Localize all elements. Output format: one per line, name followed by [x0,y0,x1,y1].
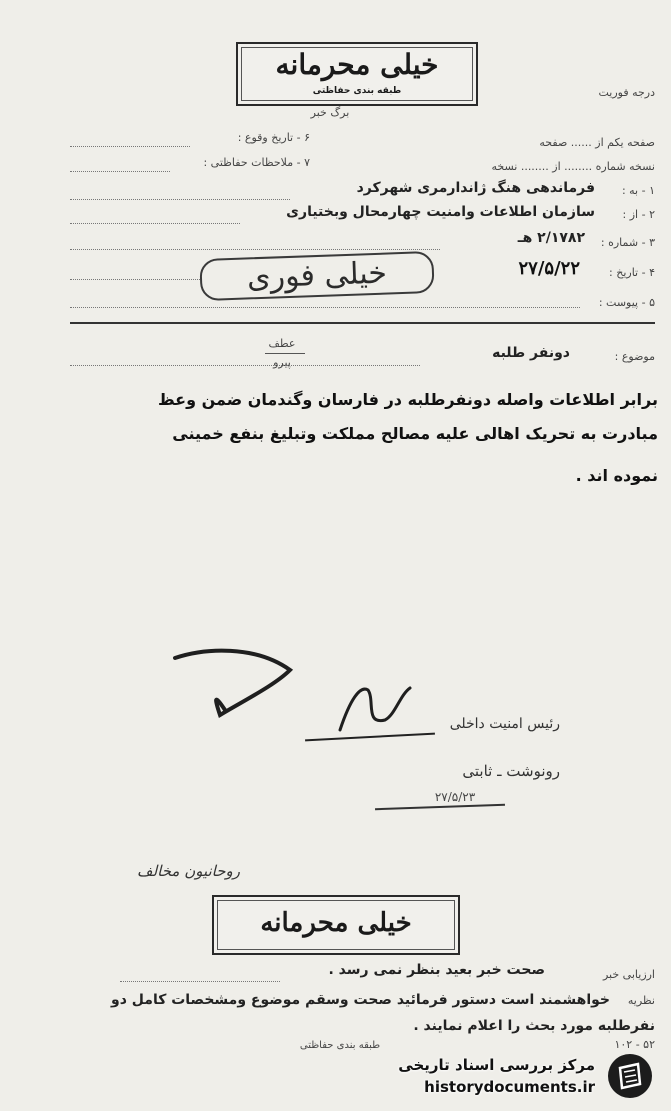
opinion-line-2: نفرطلبه مورد بحث را اعلام نمایند . [413,1018,655,1034]
assessment-line [120,980,280,982]
watermark [380,1052,665,1102]
page-count-label: صفحه یکم از ...... صفحه [539,136,655,149]
number-value: ۲/۱۷۸۲ هـ [517,230,585,246]
signature-1-text: رئیس امنیت داخلی [449,716,560,732]
reference-peyro: پیرو [273,356,291,369]
signature-2-text: رونوشت ـ ثابتی [462,762,560,780]
form-code: ۱۰۲ - ۵۲ [614,1038,655,1051]
bottom-classification-stamp [212,895,460,955]
number-line [70,248,440,250]
to-label: ۱ - به : [621,184,655,197]
to-value: فرماندهی هنگ ژاندارمری شهرکرد [356,180,595,196]
signature-2-date: ۲۷/۵/۲۳ [434,790,476,804]
date-label: ۴ - تاریخ : [609,266,655,279]
body-line-3: نموده اند . [575,466,658,485]
watermark-text: مرکز بررسی اسناد تاریخی [398,1056,595,1074]
reference-divider [265,353,305,354]
top-stamp-subtext: طبقه بندی حفاظتی [312,86,402,96]
attachment-line [70,306,580,308]
from-line [70,222,240,224]
subject-value: دونفر طلبه [492,345,570,361]
from-label: ۲ - از : [622,208,655,221]
protection-notes-line [70,170,170,172]
from-value: سازمان اطلاعات وامنیت چهارمحال وبختیاری [286,204,595,220]
body-line-2: مبادرت به تحریک اهالی علیه مصالح مملکت وتبلیغ بنفع خمینی [172,424,658,443]
occurrence-date-label: ۶ - تاریخ وقوع : [237,131,310,144]
report-type: برگ خبر [310,106,350,119]
to-line [70,198,290,200]
assessment-value: صحت خبر بعید بنظر نمی رسد . [328,962,545,978]
footer-classification: طبقه بندی حفاظتی [299,1040,381,1051]
copy-number-label: نسخه شماره ........ از ........ نسخه [491,160,655,173]
top-classification-stamp [236,42,478,106]
header-divider [70,322,655,324]
bottom-stamp-text: خیلی محرمانه [260,908,412,938]
handwritten-note: روحانیون مخالف [137,862,240,880]
subject-label: موضوع : [614,350,655,363]
urgency-stamp: خیلی فوری [199,251,434,301]
attachment-label: ۵ - پیوست : [598,296,655,309]
body-line-1: برابر اطلاعات واصله دونفرطلبه در فارسان وگندمان ضمن وعظ [158,390,658,409]
assessment-label: ارزیابی خبر [602,968,655,981]
watermark-logo-icon [608,1054,652,1098]
opinion-label: نظریه [627,994,655,1007]
top-stamp-text: خیلی محرمانه [275,48,439,81]
number-label: ۳ - شماره : [600,236,655,249]
date-line [70,278,200,280]
protection-notes-label: ۷ - ملاحظات حفاظتی : [203,156,310,169]
date-value: ۲۷/۵/۲۲ [518,258,580,279]
occurrence-date-line [70,145,190,147]
subject-line [70,364,420,366]
reference-atf: عطف [268,337,296,350]
watermark-url: historydocuments.ir [424,1078,595,1096]
opinion-line-1: خواهشمند است دستور فرمائید صحت وسقم موضوع ومشخصات کامل دو [111,992,610,1008]
handwritten-scribble [165,640,305,730]
urgency-label: درجه فوریت [598,86,655,99]
signature-2-underline [375,804,505,811]
